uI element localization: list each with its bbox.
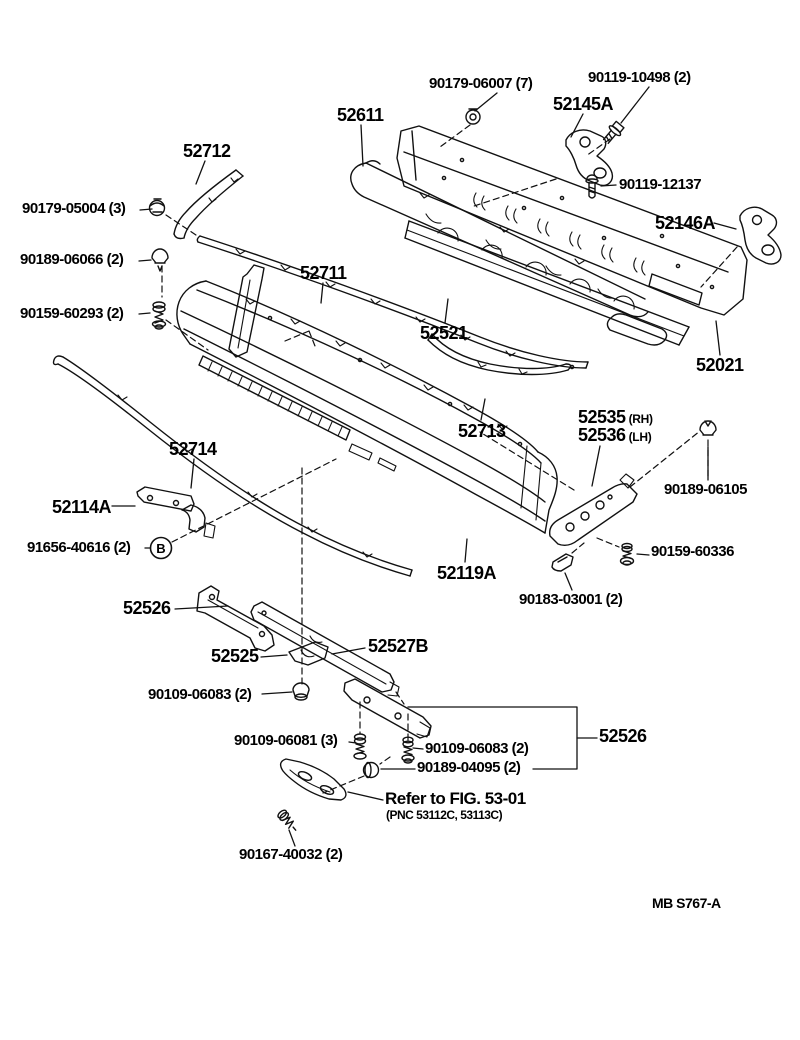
part-label-refer-note <box>385 790 526 808</box>
part-label-text: 52536 <box>578 425 626 445</box>
part-label-52021 <box>696 356 744 375</box>
part-label-text: 90159-60336 <box>651 543 734 560</box>
part-label-90119-10498 <box>588 70 691 86</box>
part-label-text: 52525 <box>211 646 259 666</box>
part-label-text: 52114A <box>52 497 112 517</box>
part-label-52536 <box>578 426 651 445</box>
part-label-52146A <box>655 214 715 233</box>
part-label-90189-06066 <box>20 252 123 268</box>
part-label-90109-06083-b <box>425 741 528 757</box>
part-label-52114A <box>52 498 111 517</box>
part-label-90119-12137 <box>619 177 701 193</box>
part-label-text: 90167-40032 (2) <box>239 846 343 863</box>
part-label-text: 90119-12137 <box>619 176 702 193</box>
part-label-text: 90109-06081 (3) <box>234 732 338 749</box>
part-label-text: 52714 <box>169 439 217 459</box>
part-label-text: 90119-10498 (2) <box>588 69 691 86</box>
part-label-text: 52526 <box>599 726 647 746</box>
part-label-text: Refer to FIG. 53-01 <box>385 789 526 808</box>
part-label-text: 52611 <box>337 105 384 125</box>
part-label-90179-06007 <box>429 76 532 92</box>
part-label-52611 <box>337 106 384 125</box>
part-label-text: 52711 <box>300 263 347 283</box>
part-label-text: 90189-04095 (2) <box>417 759 521 776</box>
part-label-text: 52521 <box>420 323 468 343</box>
part-label-90189-06105 <box>664 482 747 498</box>
part-label-90159-60336 <box>651 544 734 560</box>
part-label-text: 52535 <box>578 407 626 427</box>
part-label-text: MB S767-A <box>652 895 721 911</box>
part-label-text: 52712 <box>183 141 231 161</box>
part-label-52714 <box>169 440 217 459</box>
part-label-52713 <box>458 422 506 441</box>
part-label-90109-06083-a <box>148 687 251 703</box>
part-label-text: 90179-06007 (7) <box>429 75 533 92</box>
part-label-text: 91656-40616 (2) <box>27 539 131 556</box>
part-label-90179-05004 <box>22 201 125 217</box>
part-label-90159-60293 <box>20 306 123 322</box>
part-label-text: 90109-06083 (2) <box>148 686 252 703</box>
part-label-text: 52527B <box>368 636 429 656</box>
part-label-52711 <box>300 264 347 283</box>
part-label-text: 52713 <box>458 421 506 441</box>
part-label-52526-left <box>123 599 171 618</box>
part-label-text: 90179-05004 (3) <box>22 200 126 217</box>
part-label-text: 52021 <box>696 355 744 375</box>
part-label-90189-04095 <box>417 760 520 776</box>
part-label-90109-06081 <box>234 733 337 749</box>
part-label-52527B <box>368 637 428 656</box>
part-label-52525 <box>211 647 259 666</box>
part-label-90183-03001 <box>519 592 622 608</box>
part-label-text: 52146A <box>655 213 716 233</box>
part-label-text: 52526 <box>123 598 171 618</box>
part-label-text: 90189-06105 <box>664 481 747 498</box>
part-label-90167-40032 <box>239 847 342 863</box>
part-label-text: 52119A <box>437 563 497 583</box>
part-label-text: 90183-03001 (2) <box>519 591 623 608</box>
part-label-sheet-code <box>652 896 721 911</box>
part-label-text: 90109-06083 (2) <box>425 740 529 757</box>
marker-b-letter: B <box>156 541 166 556</box>
part-label-52521 <box>420 324 468 343</box>
part-label-suffix: (RH) <box>625 412 653 426</box>
part-label-refer-note-sub <box>386 809 502 822</box>
part-label-52712 <box>183 142 231 161</box>
part-label-52145A <box>553 95 613 114</box>
part-label-text: (PNC 53112C, 53113C) <box>386 808 503 822</box>
part-label-52526-right <box>599 727 647 746</box>
part-label-52119A <box>437 564 496 583</box>
part-label-suffix: (LH) <box>625 430 652 444</box>
part-label-text: 90189-06066 (2) <box>20 251 124 268</box>
part-label-91656-40616 <box>27 540 130 556</box>
part-label-text: 90159-60293 (2) <box>20 305 124 322</box>
part-label-text: 52145A <box>553 94 614 114</box>
